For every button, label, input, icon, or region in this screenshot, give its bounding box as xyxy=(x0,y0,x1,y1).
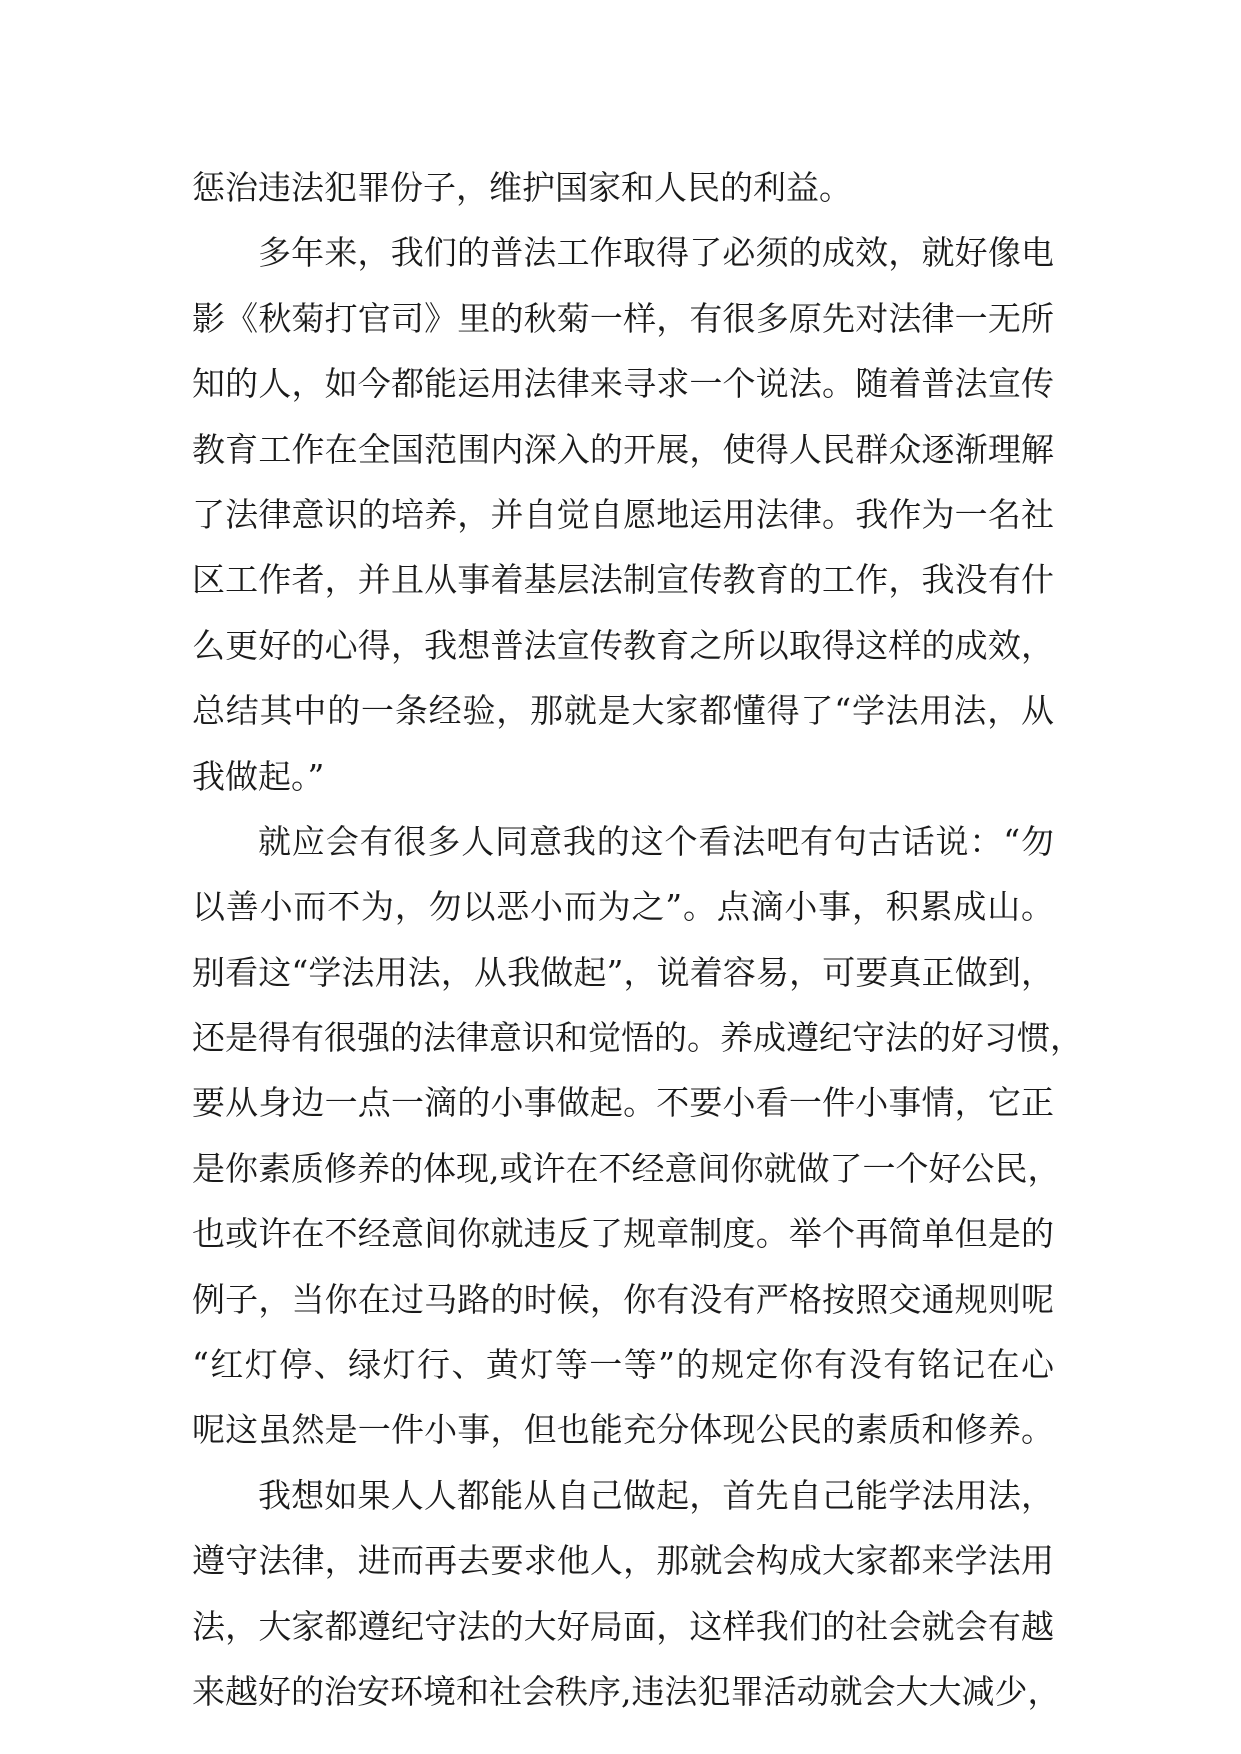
text-line: 以善小而不为，勿以恶小而为之”。点滴小事，积累成山。 xyxy=(192,887,1054,927)
text-line: “红灯停、绿灯行、黄灯等一等”的规定你有没有铭记在心 xyxy=(192,1345,1054,1385)
text-line: 遵守法律，进而再去要求他人，那就会构成大家都来学法用 xyxy=(192,1541,1054,1581)
text-line: 呢这虽然是一件小事，但也能充分体现公民的素质和修养。 xyxy=(192,1410,1054,1450)
text-line: 我做起。” xyxy=(192,756,325,796)
text-line: 法，大家都遵纪守法的大好局面，这样我们的社会就会有越 xyxy=(192,1606,1054,1646)
text-line: 总结其中的一条经验，那就是大家都懂得了“学法用法，从 xyxy=(192,691,1054,731)
paragraph-first-line: 我想如果人人都能从自己做起，首先自己能学法用法， xyxy=(258,1475,1054,1515)
paragraph-first-line: 多年来，我们的普法工作取得了必须的成效，就好像电 xyxy=(258,233,1054,273)
text-line: 要从身边一点一滴的小事做起。不要小看一件小事情，它正 xyxy=(192,1083,1054,1123)
text-line: 惩治违法犯罪份子，维护国家和人民的利益。 xyxy=(192,168,852,207)
text-line: 来越好的治安环境和社会秩序,违法犯罪活动就会大大减少， xyxy=(192,1671,1061,1711)
text-line: 么更好的心得，我想普法宣传教育之所以取得这样的成效， xyxy=(192,625,1054,665)
text-line: 还是得有很强的法律意识和觉悟的。养成遵纪守法的好习惯， xyxy=(192,1018,1083,1058)
text-line: 区工作者，并且从事着基层法制宣传教育的工作，我没有什 xyxy=(192,560,1054,600)
text-line: 别看这“学法用法，从我做起”，说着容易，可要真正做到， xyxy=(192,952,1054,992)
text-line: 知的人，如今都能运用法律来寻求一个说法。随着普法宣传 xyxy=(192,364,1054,404)
text-line: 了法律意识的培养，并自觉自愿地运用法律。我作为一名社 xyxy=(192,494,1054,534)
text-line: 例子，当你在过马路的时候，你有没有严格按照交通规则呢 xyxy=(192,1279,1054,1319)
text-line: 也或许在不经意间你就违反了规章制度。举个再简单但是的 xyxy=(192,1214,1054,1254)
document-body xyxy=(192,155,1083,1724)
text-line: 是你素质修养的体现,或许在不经意间你就做了一个好公民， xyxy=(192,1148,1061,1188)
paragraph-first-line: 就应会有很多人同意我的这个看法吧有句古话说：“勿 xyxy=(258,821,1054,861)
text-line: 教育工作在全国范围内深入的开展，使得人民群众逐渐理解 xyxy=(192,429,1054,469)
text-line: 影《秋菊打官司》里的秋菊一样，有很多原先对法律一无所 xyxy=(192,298,1054,338)
